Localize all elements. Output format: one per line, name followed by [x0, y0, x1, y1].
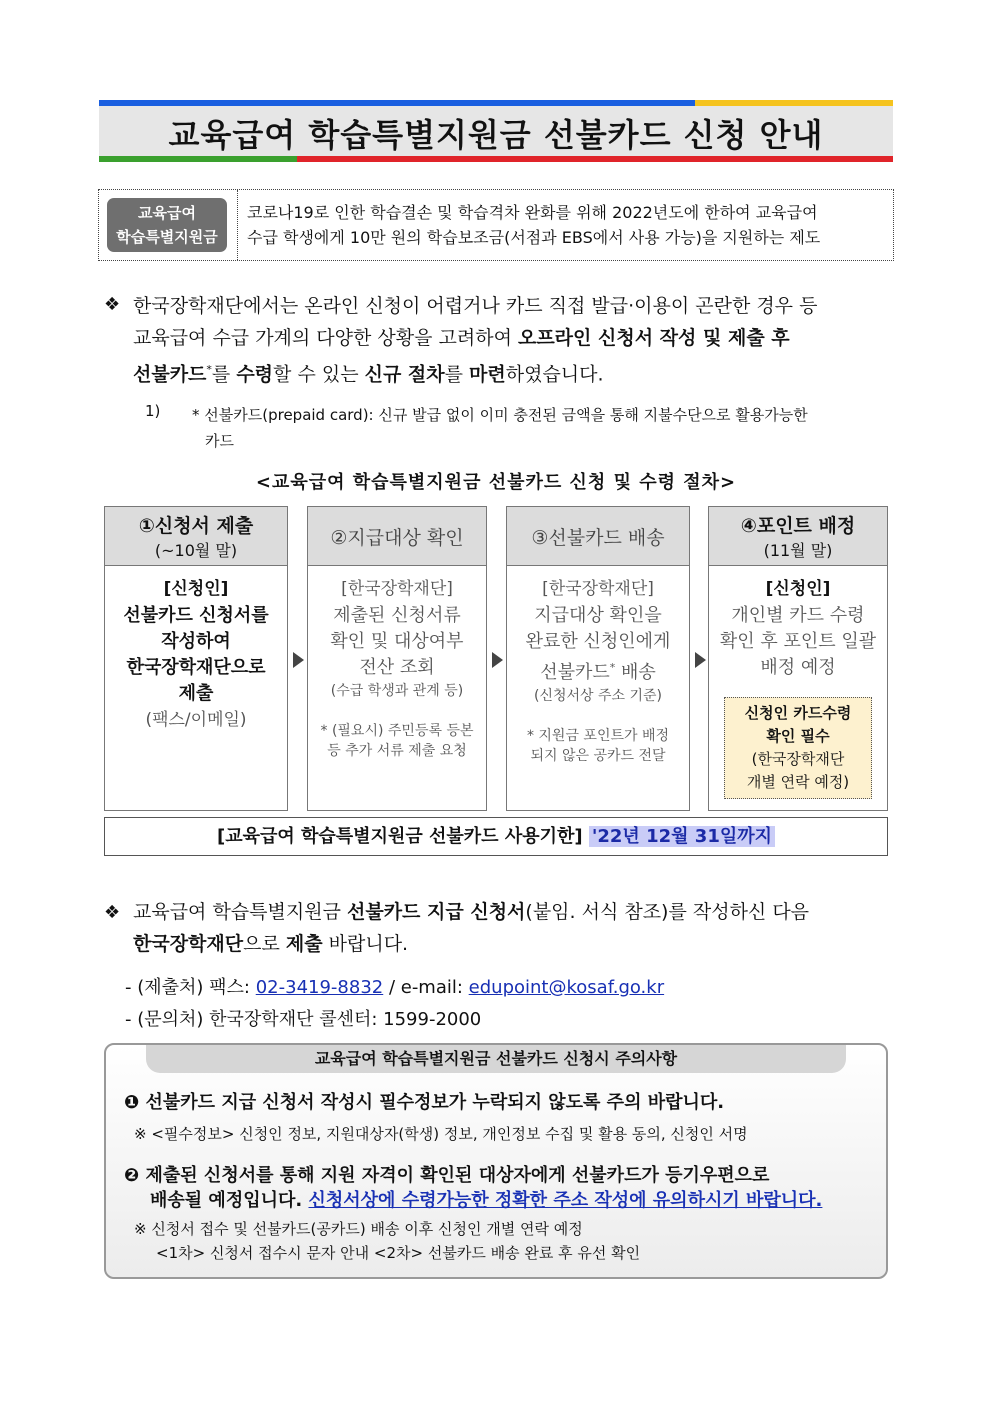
footnote-line1: * 선불카드(prepaid card): 신규 발급 없이 이미 충전된 금액을 통해 지불수단으로 활용가능한	[192, 406, 808, 424]
step-4-desc-line2: 확인 후 포인트 일괄	[719, 631, 877, 652]
step-1-desc	[105, 603, 287, 733]
caution-item-2-line1: ❷ 제출된 신청서를 통해 지원 자격이 확인된 대상자에게 선불카드가 등기우편으로	[124, 1165, 770, 1186]
page-title: 교육급여 학습특별지원금 선불카드 신청 안내	[168, 116, 824, 154]
step-3-desc-line4: (신청서상 주소 기준)	[533, 688, 663, 704]
inquiry-line: - (문의처) 한국장학재단 콜센터: 1599-2000	[125, 1009, 482, 1030]
fax-link[interactable]: 02-3419-8832	[255, 977, 384, 998]
step-3-desc	[507, 603, 689, 706]
step-2-desc-line3: 전산 조회	[359, 657, 435, 678]
procedure-title: <교육급여 학습특별지원금 선불카드 신청 및 수령 절차>	[255, 472, 737, 493]
diamond-bullet-icon: ❖	[104, 294, 121, 315]
deadline-label: [교육급여 학습특별지원금 선불카드 사용기한]	[216, 826, 583, 847]
step-4-desc-line3: 배정 예정	[760, 657, 836, 678]
step-2-org: [한국장학재단]	[341, 579, 453, 599]
step-3-title: ③선불카드 배송	[531, 526, 665, 549]
email-link[interactable]: edupoint@kosaf.go.kr	[468, 977, 665, 998]
definition-text	[247, 200, 887, 250]
step-4-notice-line1: 신청인 카드수령	[744, 704, 852, 722]
step-4-title: ④포인트 배정	[740, 515, 856, 537]
caution-note-2	[134, 1217, 640, 1265]
step-2-desc-line1: 제출된 신청서류	[333, 605, 461, 626]
arrow-right-icon	[492, 652, 503, 668]
step-1-subtitle: (~10월 말)	[154, 541, 238, 560]
title-bar-green	[99, 156, 297, 162]
step-2-note-line1: * (필요시) 주민등록 등본	[320, 723, 474, 739]
procedure-step-3	[506, 506, 690, 811]
step-3-org: [한국장학재단]	[542, 579, 654, 599]
arrow-right-icon	[695, 652, 706, 668]
step-1-desc-line1: 선불카드 신청서를	[123, 605, 269, 626]
intro-line3: 선불카드*를 수령할 수 있는 신규 절차를 마련하였습니다.	[133, 363, 604, 386]
step-2-header	[308, 507, 486, 566]
step-4-desc	[709, 603, 887, 681]
step-2-note	[308, 721, 486, 761]
step-3-note	[507, 726, 689, 766]
title-bar-yellow	[695, 100, 893, 106]
caution-box	[104, 1043, 888, 1279]
deadline-box	[104, 817, 888, 856]
procedure-step-2	[307, 506, 487, 811]
procedure-step-1	[104, 506, 288, 811]
step-1-desc-line5: (팩스/이메일)	[145, 710, 247, 730]
contact-info	[125, 972, 664, 1036]
submit-line1: 교육급여 학습특별지원금 선불카드 지급 신청서(붙임. 서식 참조)를 작성하신 다음	[133, 901, 810, 923]
caution-item-1: ❶ 선불카드 지급 신청서 작성시 필수정보가 누락되지 않도록 주의 바랍니다.	[124, 1092, 725, 1113]
step-2-note-line2: 등 추가 서류 제출 요청	[327, 743, 467, 759]
title-bar-blue	[99, 100, 695, 106]
caution-note-2-line2: <1차> 신청서 접수시 문자 안내 <2차> 선불카드 배송 완료 후 유선 확인	[156, 1244, 641, 1262]
deadline-value: '22년 12월 31일까지	[589, 826, 775, 847]
definition-text-line2: 수급 학생에게 10만 원의 학습보조금(서점과 EBS에서 사용 가능)을 지원하는 제도	[247, 228, 821, 247]
caution-note-1: ※ <필수정보> 신청인 정보, 지원대상자(학생) 정보, 개인정보 수집 및 활용 동의, 신청인 서명	[134, 1125, 748, 1143]
caution-note-2-line1: ※ 신청서 접수 및 선불카드(공카드) 배송 이후 신청인 개별 연락 예정	[134, 1220, 583, 1238]
step-4-org: [신청인]	[765, 579, 831, 599]
step-2-desc-line2: 확인 및 대상여부	[330, 631, 464, 652]
step-4-notice-box	[724, 697, 872, 799]
definition-divider	[237, 190, 238, 260]
step-3-desc-line2: 완료한 신청인에게	[525, 631, 671, 652]
footnote-number: 1)	[145, 402, 161, 420]
submit-line2: 한국장학재단으로 제출 바랍니다.	[133, 933, 409, 955]
step-1-desc-line2: 작성하여	[161, 631, 231, 652]
step-3-note-line2: 되지 않은 공카드 전달	[530, 748, 666, 764]
diamond-bullet-icon: ❖	[104, 902, 121, 923]
step-1-body	[105, 566, 287, 733]
step-2-desc	[308, 603, 486, 701]
step-2-body	[308, 566, 486, 761]
step-2-desc-line4: (수급 학생과 관계 등)	[330, 683, 464, 699]
step-3-desc-line3: 선불카드* 배송	[540, 661, 656, 683]
title-banner	[99, 100, 893, 162]
definition-text-line1: 코로나19로 인한 학습결손 및 학습격차 완화를 위해 2022년도에 한하여 교육급여	[247, 203, 818, 222]
step-1-desc-line4: 제출	[178, 683, 214, 704]
step-3-header	[507, 507, 689, 566]
intro-line1: 한국장학재단에서는 온라인 신청이 어렵거나 카드 직접 발급·이용이 곤란한 경우 등	[133, 295, 818, 317]
step-2-title: ②지급대상 확인	[330, 526, 464, 549]
definition-label-line1: 교육급여	[138, 204, 196, 222]
step-4-notice-line3: (한국장학재단	[751, 750, 845, 768]
intro-paragraph	[133, 290, 893, 390]
step-1-title: ①신청서 제출	[138, 515, 254, 537]
submit-destination: - (제출처) 팩스: 02-3419-8832 / e-mail: edupoint@kosaf.go.kr	[125, 977, 665, 998]
step-1-header	[105, 507, 287, 566]
footnote-line2: 카드	[205, 432, 234, 450]
step-4-header	[709, 507, 887, 566]
step-4-desc-line1: 개인별 카드 수령	[731, 605, 865, 626]
caution-item-2	[124, 1163, 884, 1213]
caution-title: 교육급여 학습특별지원금 선불카드 신청시 주의사항	[146, 1045, 846, 1073]
definition-label	[107, 198, 227, 252]
title-bar-red	[297, 156, 893, 162]
definition-box	[98, 189, 894, 261]
arrow-right-icon	[293, 652, 304, 668]
caution-item-2-line2: 배송될 예정입니다. 신청서상에 수령가능한 정확한 주소 작성에 유의하시기 바랍니다.	[150, 1190, 823, 1211]
submit-paragraph	[133, 896, 893, 960]
step-3-desc-line1: 지급대상 확인을	[534, 605, 662, 626]
caution-address-warning: 신청서상에 수령가능한 정확한 주소 작성에 유의하시기 바랍니다.	[308, 1190, 823, 1211]
step-1-desc-line3: 한국장학재단으로	[126, 657, 266, 678]
step-4-notice-line2: 확인 필수	[766, 727, 830, 745]
step-3-note-line1: * 지원금 포인트가 배정	[526, 728, 670, 744]
footnote-text	[192, 402, 902, 454]
step-4-subtitle: (11월 말)	[763, 541, 833, 560]
step-3-body	[507, 566, 689, 766]
procedure-step-4	[708, 506, 888, 811]
step-4-notice-line4: 개별 연락 예정)	[746, 773, 850, 791]
definition-label-line2: 학습특별지원금	[116, 228, 218, 246]
intro-line2: 교육급여 수급 가계의 다양한 상황을 고려하여 오프라인 신청서 작성 및 제출 후	[133, 327, 790, 349]
step-4-body	[709, 566, 887, 799]
step-1-org: [신청인]	[163, 579, 229, 599]
